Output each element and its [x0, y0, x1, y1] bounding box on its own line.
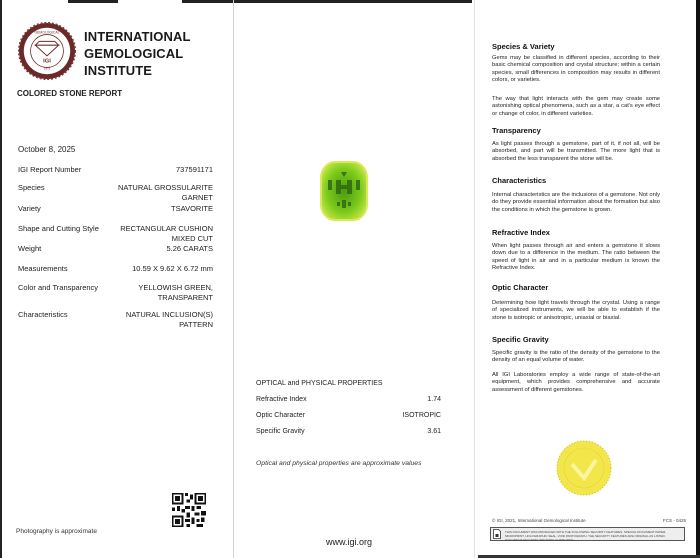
glossary-text: Determining how light travels through the crystal. Using a range of specialized instruments, we will be able to establish if the stone is isotropic or anisotropic, uniaxial or biaxial.	[492, 300, 660, 321]
glossary-panel	[474, 0, 696, 558]
field-label: Species	[18, 183, 45, 192]
optical-row-refractive-index	[256, 396, 441, 403]
field-label: Characteristics	[18, 310, 68, 319]
optical-value: 3.61	[427, 428, 441, 435]
glossary-text: When light passes through air and enters a gemstone it slows down due to a difference in the medium. The ratio between the speed of light in air and in a particular medium is known the Refractive Index.	[492, 243, 660, 272]
svg-text:IGI: IGI	[43, 58, 51, 65]
hologram-seal-icon	[556, 440, 612, 496]
glossary-heading-characteristics: Characteristics	[492, 176, 547, 185]
optical-row-specific-gravity	[256, 428, 441, 435]
field-label: Color and Transparency	[18, 283, 99, 292]
glossary-heading-specific-gravity: Specific Gravity	[492, 335, 549, 344]
org-name-line2: GEMOLOGICAL	[84, 46, 184, 61]
field-value: NATURAL INCLUSION(S) PATTERN	[125, 310, 213, 329]
optical-value: 1.74	[427, 396, 441, 403]
report-title: COLORED STONE REPORT	[17, 89, 123, 98]
glossary-heading-optic-character: Optic Character	[492, 283, 549, 292]
glossary-heading-transparency: Transparency	[492, 126, 541, 135]
scan-edge-right	[696, 0, 700, 558]
glossary-heading-refractive-index: Refractive Index	[492, 228, 550, 237]
optical-disclaimer: Optical and physical properties are approximate values	[256, 460, 422, 467]
copyright-text: © IGI, 2021, International Gemological Institute	[492, 518, 586, 523]
field-value: 737591171	[176, 165, 213, 174]
field-value: YELLOWISH GREEN, TRANSPARENT	[138, 283, 213, 302]
security-features-box	[490, 527, 685, 541]
igi-seal-logo-icon	[18, 22, 76, 80]
glossary-text: The way that light interacts with the gem may create some astonishing optical phenomena, such as a star, a cat's eye effect or change of color, in different varieties.	[492, 96, 660, 117]
optical-label: Specific Gravity	[256, 428, 305, 435]
field-label: IGI Report Number	[18, 165, 82, 174]
org-name-line1: INTERNATIONAL	[84, 29, 191, 44]
field-label: Weight	[18, 244, 42, 253]
security-features-text: THIS DOCUMENT WAS PRODUCED WITH THE FOLLOWING SECURITY FEATURES: SPECIAL DOCUMENT PAPER, MICROPRINT, HOLOGRAPHIC SEAL, VOID PANTOGRAPH. THE SECURITY FEATURES ARE ORIGINAL AS LISTED. DOCUMENT SECURITY INDUSTRY GUIDELINES.	[505, 530, 667, 542]
optical-row-optic-character	[256, 412, 441, 419]
field-value: NATURAL GROSSULARITE GARNET	[117, 183, 213, 202]
photo-disclaimer: Photography is approximate	[16, 528, 97, 535]
form-code: FCS - 0425	[662, 518, 686, 523]
gem-image-panel	[233, 0, 474, 558]
svg-text:1975: 1975	[43, 66, 51, 71]
glossary-text: As light passes through a gemstone, part of it, if not all, will be absorbed, and part will be transmitted. The more light that is absorbed the less transparent the stone will be.	[492, 141, 660, 162]
report-date: October 8, 2025	[18, 145, 76, 154]
org-name-line3: INSTITUTE	[84, 63, 153, 78]
glossary-text: Gems may be classified in different species, according to their basic chemical composition and crystal structure; within a certain species, small differences in composition may results in different colors, or varieties.	[492, 55, 660, 84]
glossary-text: All IGI Laboratories employ a wide range of state-of-the-art equipment, which provides comprehensive and accurate assessment of different gemstones.	[492, 372, 660, 393]
website-link[interactable]: www.igi.org	[326, 537, 373, 547]
report-details-panel	[0, 0, 233, 558]
glossary-text: Specific gravity is the ratio of the density of the gemstone to the density of an equal volume of water.	[492, 350, 660, 364]
qr-code-icon[interactable]	[172, 493, 206, 527]
field-value: 5.26 CARATS	[166, 244, 213, 253]
document-lock-icon	[493, 529, 501, 539]
optical-value: ISOTROPIC	[402, 412, 441, 419]
field-label: Variety	[18, 204, 41, 213]
field-label: Shape and Cutting Style	[18, 224, 99, 233]
glossary-text: Internal characteristics are the inclusions of a gemstone. Not only do they provide essential information about the formation but also the conditions in which the gemstone is grown.	[492, 192, 660, 213]
optical-label: Refractive Index	[256, 396, 307, 403]
field-value: 10.59 X 9.62 X 6.72 mm	[132, 264, 213, 273]
field-value: RECTANGULAR CUSHION MIXED CUT	[120, 224, 213, 243]
glossary-heading-species-variety: Species & Variety	[492, 42, 555, 51]
gemstone-photo	[319, 160, 369, 222]
svg-text:GEMOLOGICAL: GEMOLOGICAL	[34, 30, 60, 35]
field-label: Measurements	[18, 264, 68, 273]
field-value: TSAVORITE	[171, 204, 213, 213]
optical-properties-title: OPTICAL and PHYSICAL PROPERTIES	[256, 380, 383, 387]
optical-label: Optic Character	[256, 412, 306, 419]
org-name	[84, 28, 191, 79]
